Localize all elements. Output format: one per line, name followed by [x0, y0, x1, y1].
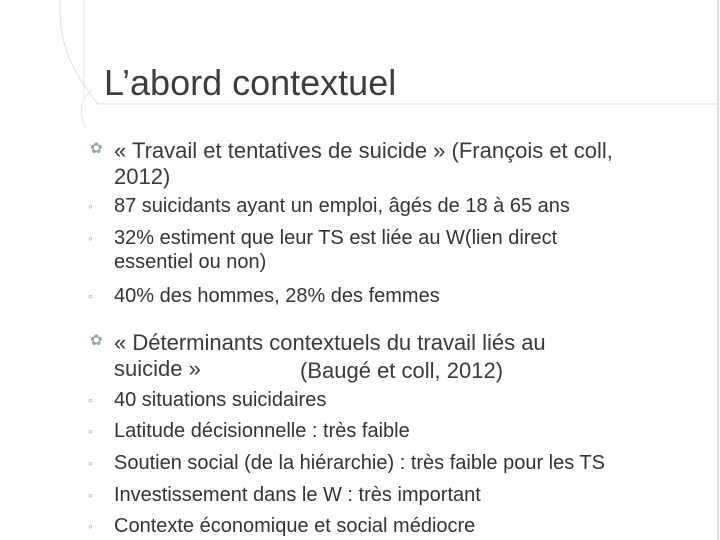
bullet-item: 87 suicidants ayant un emploi, âgés de 18 à 65 ans [114, 195, 570, 217]
bullet-icon: ◦ [88, 423, 93, 439]
bullet-icon: ◦ [88, 392, 93, 408]
bullet-icon: ◦ [88, 198, 93, 214]
bullet-item: Investissement dans le W : très important [114, 484, 481, 506]
bullet-item: Contexte économique et social médiocre [114, 515, 476, 537]
bullet-icon: ◦ [88, 455, 93, 471]
bullet-item: Latitude décisionnelle : très faible [114, 420, 410, 442]
bullet-item-cont: essentiel ou non) [114, 251, 267, 273]
frame-curve-left [81, 90, 92, 128]
bullet-icon: ◦ [88, 487, 93, 503]
section-heading: « Travail et tentatives de suicide » (François et coll, [114, 138, 613, 163]
bullet-icon: ◦ [88, 230, 93, 246]
section-heading: « Déterminants contextuels du travail liés au [114, 330, 546, 355]
bullet-item: 40 situations suicidaires [114, 389, 327, 411]
bullet-item: Soutien social (de la hiérarchie) : très faible pour les TS [114, 452, 605, 474]
section-marker-icon: ✿ [90, 140, 103, 157]
bullet-item: 32% estiment que leur TS est liée au W(lien direct [114, 227, 558, 249]
bullet-icon: ◦ [88, 518, 93, 534]
section-reference: (Baugé et coll, 2012) [300, 358, 504, 383]
section-heading-cont: suicide » [114, 356, 201, 381]
section-marker-icon: ✿ [90, 332, 103, 349]
bullet-icon: ◦ [88, 288, 93, 304]
slide-title: L’abord contextuel [104, 62, 397, 103]
section-heading-cont: 2012) [114, 164, 171, 189]
bullet-item: 40% des hommes, 28% des femmes [114, 285, 440, 307]
